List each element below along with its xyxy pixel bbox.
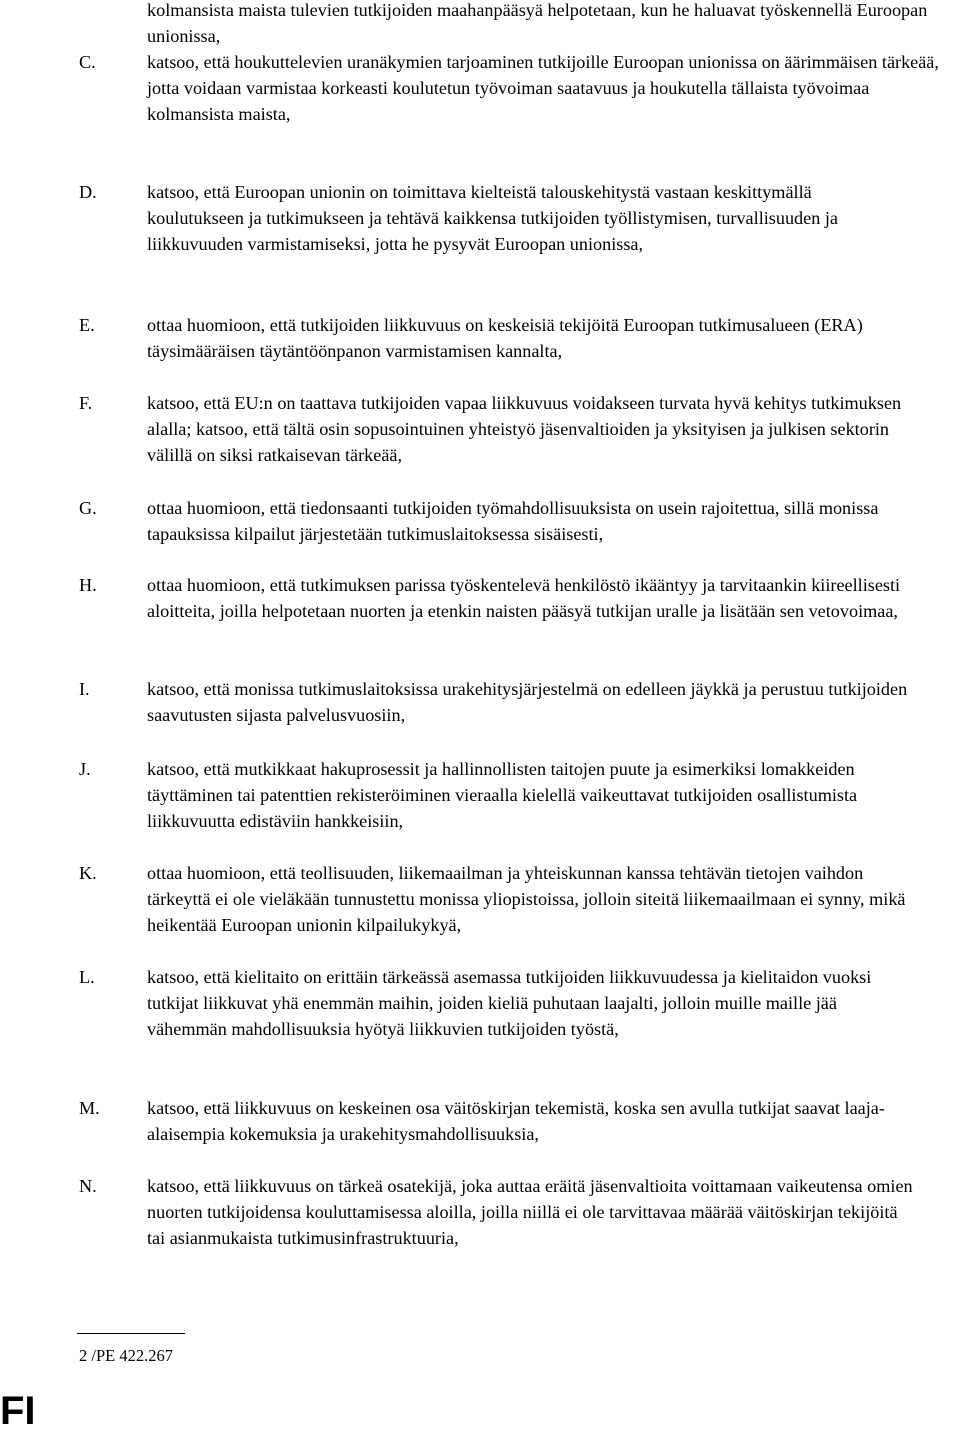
item-text-j: katsoo, että mutkikkaat hakuprosessit ja hallinnollisten taitojen puute ja esimerkiksi lomakkeiden täyttäminen tai patenttien rekisteröiminen vieraalla kielellä vaikeuttavat tutkijoiden osallistumista liikkuvuutta edistäviin hankkeisiin, <box>147 759 858 831</box>
item-letter-c: C. <box>79 52 96 72</box>
item-text-h: ottaa huomioon, että tutkimuksen parissa työskentelevä henkilöstö ikääntyy ja tarvitaankin kiireellisesti aloitteita, joilla helpotetaan nuorten ja etenkin naisten pääsyä tutkijan uralle ja lisätään sen vetovoimaa, <box>147 575 901 621</box>
item-letter-j: J. <box>79 759 91 779</box>
page-reference: 2 /PE 422.267 <box>79 1346 173 1365</box>
item-letter-n: N. <box>79 1176 97 1196</box>
continuation-paragraph: kolmansista maista tulevien tutkijoiden maahanpääsyä helpotetaan, kun he haluavat työskennellä Euroopan unionissa, <box>147 0 928 46</box>
item-text-m: katsoo, että liikkuvuus on keskeinen osa väitöskirjan tekemistä, koska sen avulla tutkijat saavat laaja-alaisempia kokemuksia ja urakehitysmahdollisuuksia, <box>147 1098 885 1144</box>
item-letter-e: E. <box>79 315 95 335</box>
item-letter-f: F. <box>79 393 93 413</box>
item-text-l: katsoo, että kielitaito on erittäin tärkeässä asemassa tutkijoiden liikkuvuudessa ja kielitaidon vuoksi tutkijat liikkuvat yhä enemmän maihin, joiden kieliä puhutaan laajalti, jolloin muille maille jää vähemmän mahdollisuuksia hyötyä liikkuvien tutkijoiden työstä, <box>147 967 872 1039</box>
item-letter-g: G. <box>79 498 97 518</box>
item-text-n: katsoo, että liikkuvuus on tärkeä osatekijä, joka auttaa eräitä jäsenvaltioita voittamaan vaikeutensa omien nuorten tutkijoidensa kouluttamisessa aloilla, joilla niillä ei ole tarvittavaa määrää väitöskirjan tekijöitä tai asianmukaista tutkimusinfrastruktuuria, <box>147 1176 913 1248</box>
footer-divider <box>77 1333 185 1334</box>
item-letter-i: I. <box>79 679 90 699</box>
item-text-e: ottaa huomioon, että tutkijoiden liikkuvuus on keskeisiä tekijöitä Euroopan tutkimusalueen (ERA) täysimääräisen täytäntöönpanon varmistamisen kannalta, <box>147 315 863 361</box>
item-letter-l: L. <box>79 967 95 987</box>
item-letter-k: K. <box>79 863 97 883</box>
item-letter-d: D. <box>79 182 97 202</box>
item-text-k: ottaa huomioon, että teollisuuden, liikemaailman ja yhteiskunnan kanssa tehtävän tietojen vaihdon tärkeyttä ei ole vieläkään tunnustettu monissa yliopistoissa, jolloin siteitä liikemaailmaan ei synny, mikä heikentää Euroopan unionin kilpailukykyä, <box>147 863 906 935</box>
item-text-d: katsoo, että Euroopan unionin on toimittava kielteistä talouskehitystä vastaan keskittymällä koulutukseen ja tutkimukseen ja tehtävä kaikkensa tutkijoiden työllistymisen, turvallisuuden ja liikkuvuuden varmistamiseksi, jotta he pysyvät Euroopan unionissa, <box>147 182 838 254</box>
item-text-i: katsoo, että monissa tutkimuslaitoksissa urakehitysjärjestelmä on edelleen jäykkä ja perustuu tutkijoiden saavutusten sijasta palvelusvuosiin, <box>147 679 908 725</box>
item-text-g: ottaa huomioon, että tiedonsaanti tutkijoiden työmahdollisuuksista on usein rajoitettua, sillä monissa tapauksissa kilpailut järjestetään tutkimuslaitoksessa sisäisesti, <box>147 498 879 544</box>
item-text-c: katsoo, että houkuttelevien uranäkymien tarjoaminen tutkijoille Euroopan unionissa on äärimmäisen tärkeää, jotta voidaan varmistaa korkeasti koulutetun työvoiman saatavuus ja houkutella tällaista työvoimaa kolmansista maista, <box>147 52 939 124</box>
item-text-f: katsoo, että EU:n on taattava tutkijoiden vapaa liikkuvuus voidakseen turvata hyvä kehitys tutkimuksen alalla; katsoo, että tältä osin sopusointuinen yhteistyö jäsenvaltioiden ja yksityisen ja julkisen sektorin välillä on siksi ratkaisevan tärkeää, <box>147 393 902 465</box>
language-code: FI <box>0 1389 36 1433</box>
item-letter-m: M. <box>79 1098 100 1118</box>
item-letter-h: H. <box>79 575 97 595</box>
